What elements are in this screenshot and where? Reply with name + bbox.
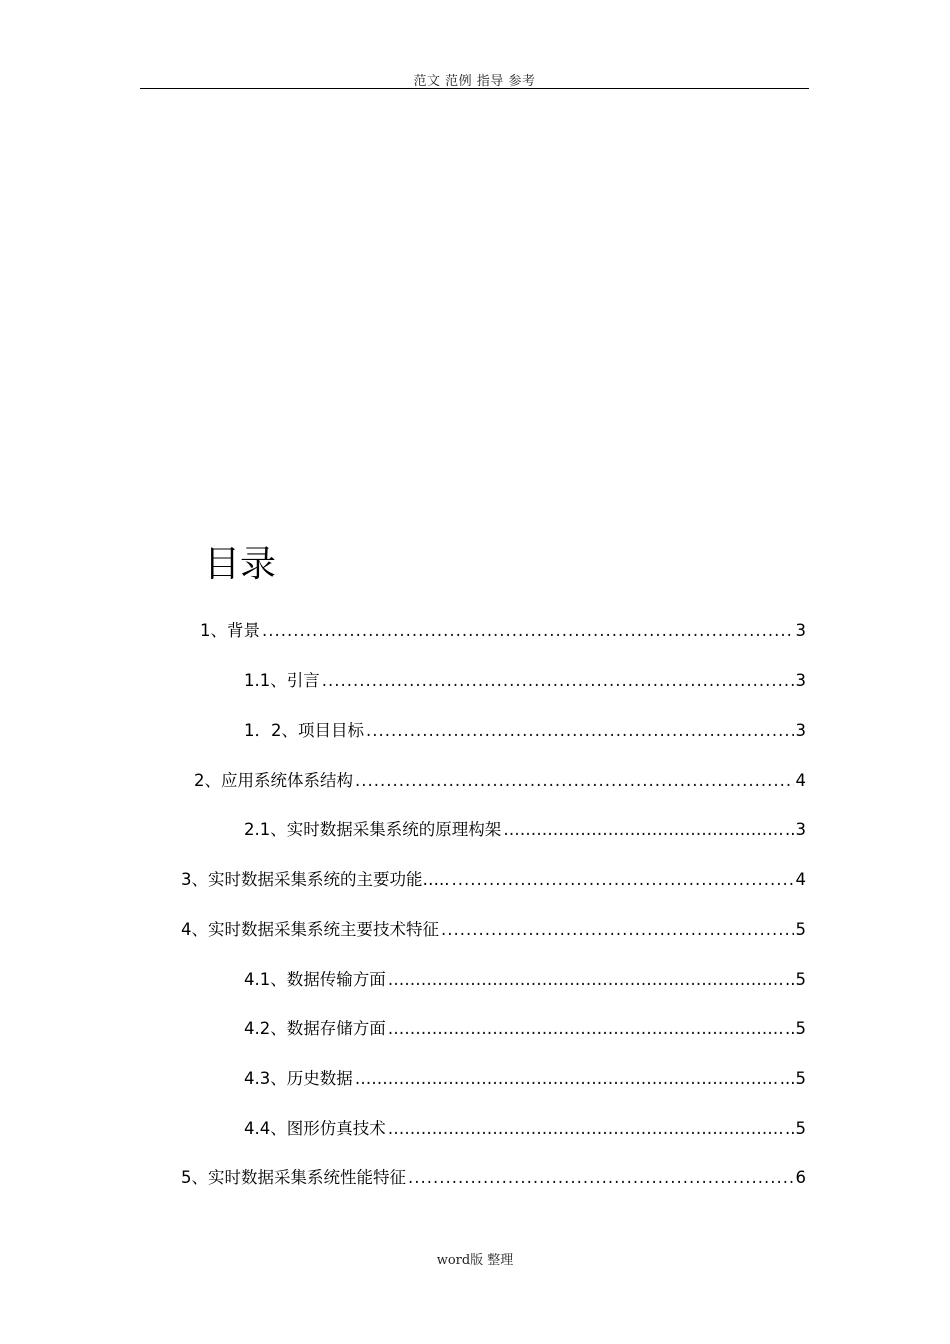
- toc-entry-page: 3: [795, 671, 806, 690]
- toc-dot-leader: [262, 619, 794, 643]
- toc-entry-1-2[interactable]: [244, 719, 806, 743]
- toc-dot-leader: [388, 1017, 783, 1041]
- toc-entry-label: 2、应用系统体系结构: [194, 771, 353, 790]
- page-footer: word版 整理: [436, 1253, 514, 1268]
- toc-entry-4-1[interactable]: [244, 968, 806, 992]
- toc-entry-label: 4.2、数据存储方面: [244, 1019, 386, 1038]
- header-divider: [140, 88, 809, 89]
- toc-entry-label: 4.3、历史数据: [244, 1069, 353, 1088]
- toc-entry-label: 4、实时数据采集系统主要技术特征: [181, 920, 439, 939]
- toc-dot-leader: [322, 669, 794, 693]
- toc-dot-leader: [408, 1166, 794, 1190]
- toc-dot-leader: [441, 918, 794, 942]
- toc-entry-label: 2.1、实时数据采集系统的原理构架: [244, 820, 502, 839]
- toc-entry-label: 1、背景: [200, 621, 260, 640]
- toc-entry-page: ..5: [785, 970, 806, 989]
- toc-entry-3[interactable]: [181, 868, 806, 892]
- toc-dot-leader: [452, 868, 794, 892]
- toc-dot-leader: [503, 818, 783, 842]
- toc-entry-page: ..5: [785, 1019, 806, 1038]
- toc-entry-page: 4: [795, 771, 806, 790]
- toc-entry-1[interactable]: [200, 619, 806, 643]
- toc-entry-page: 5: [795, 920, 806, 939]
- toc-entry-page: 4: [795, 870, 806, 889]
- toc-entry-label: 1.1、引言: [244, 671, 320, 690]
- toc-dot-leader: [388, 1117, 783, 1141]
- toc-entry-4-3[interactable]: [244, 1067, 806, 1091]
- toc-entry-1-1[interactable]: [244, 669, 806, 693]
- toc-entry-5[interactable]: [181, 1166, 806, 1190]
- toc-entry-4-4[interactable]: [244, 1117, 806, 1141]
- toc-entry-label: 4.1、数据传输方面: [244, 970, 386, 989]
- toc-dot-leader: [388, 968, 783, 992]
- toc-title: 目录: [204, 544, 277, 585]
- page-header: 范文 范例 指导 参考: [413, 74, 536, 89]
- toc-entry-page: ..3: [785, 820, 806, 839]
- toc-entry-label: 3、实时数据采集系统的主要功能…..: [181, 870, 450, 889]
- toc-entry-4-2[interactable]: [244, 1017, 806, 1041]
- toc-entry-page: ...5: [779, 1069, 806, 1088]
- toc-entry-page: 6: [795, 1168, 806, 1187]
- toc-dot-leader: [355, 769, 794, 793]
- toc-entry-label: 1．2、项目目标: [244, 721, 364, 740]
- toc-entry-page: 3: [795, 721, 806, 740]
- toc-entry-2[interactable]: [194, 769, 806, 793]
- toc-entry-page: ..5: [785, 1119, 806, 1138]
- toc-entry-page: 3: [795, 621, 806, 640]
- toc-entry-label: 5、实时数据采集系统性能特征: [181, 1168, 406, 1187]
- toc-dot-leader: [366, 719, 794, 743]
- toc-entry-4[interactable]: [181, 918, 806, 942]
- toc-entry-label: 4.4、图形仿真技术: [244, 1119, 386, 1138]
- toc-dot-leader: [355, 1067, 778, 1091]
- toc-entry-2-1[interactable]: [244, 818, 806, 842]
